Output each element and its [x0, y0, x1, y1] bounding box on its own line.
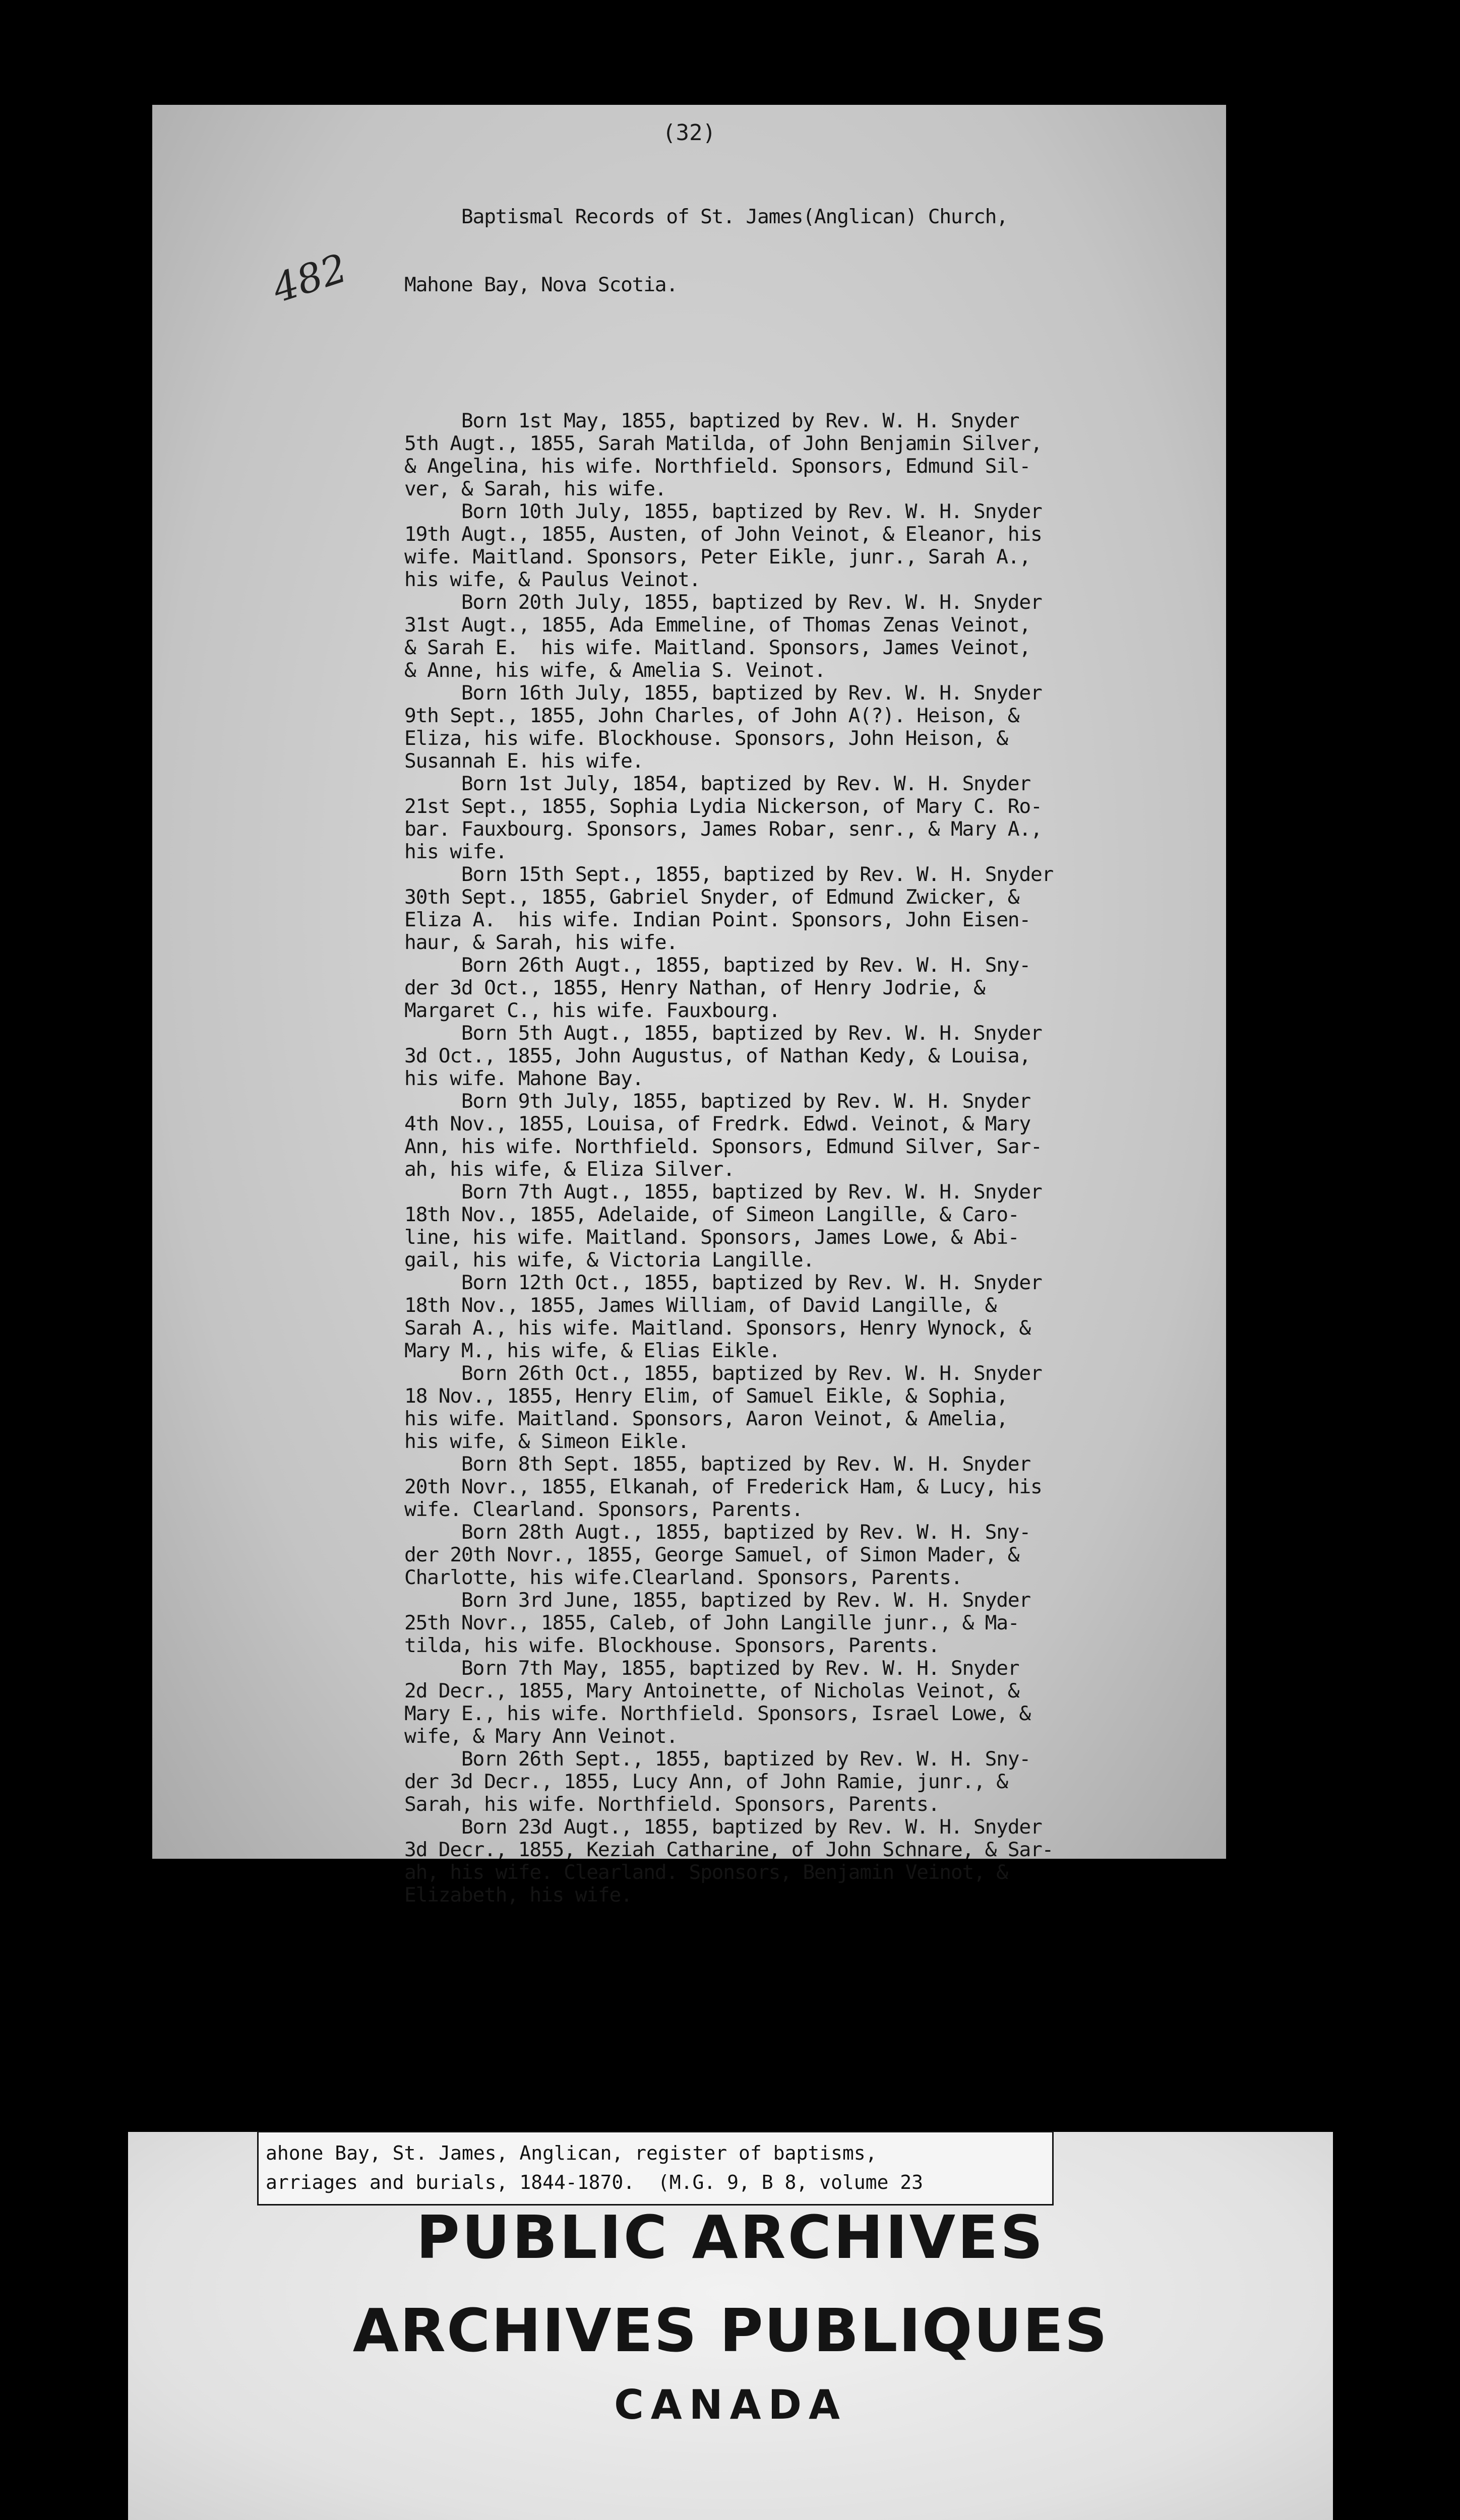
record-line: 3d Decr., 1855, Keziah Catharine, of John Schnare, & Sar- [404, 1838, 1054, 1861]
record-line: & Sarah E. his wife. Maitland. Sponsors, James Veinot, [404, 636, 1030, 659]
record-line: 4th Nov., 1855, Louisa, of Fredrk. Edwd. Veinot, & Mary [404, 1112, 1030, 1136]
record-line: haur, & Sarah, his wife. [404, 931, 678, 954]
record-line: der 20th Novr., 1855, George Samuel, of Simon Mader, & [404, 1543, 1019, 1566]
record-line: 9th Sept., 1855, John Charles, of John A(?). Heison, & [404, 704, 1019, 727]
record-line: Mary E., his wife. Northfield. Sponsors, Israel Lowe, & [404, 1702, 1030, 1725]
record-line: der 3d Decr., 1855, Lucy Ann, of John Ramie, junr., & [404, 1770, 1008, 1793]
record-line: wife. Clearland. Sponsors, Parents. [404, 1498, 803, 1521]
record-line: Ann, his wife. Northfield. Sponsors, Edmund Silver, Sar- [404, 1135, 1042, 1158]
record-line: line, his wife. Maitland. Sponsors, James Lowe, & Abi- [404, 1226, 1019, 1249]
record-line: 3d Oct., 1855, John Augustus, of Nathan Kedy, & Louisa, [404, 1044, 1030, 1067]
record-line: Charlotte, his wife.Clearland. Sponsors, Parents. [404, 1566, 962, 1589]
record-line: Born 9th July, 1855, baptized by Rev. W. H. Snyder [404, 1090, 1030, 1113]
record-line: Born 20th July, 1855, baptized by Rev. W. H. Snyder [404, 591, 1042, 614]
record-line: 18 Nov., 1855, Henry Elim, of Samuel Eikle, & Sophia, [404, 1384, 1008, 1408]
record-line: 25th Novr., 1855, Caleb, of John Langille junr., & Ma- [404, 1611, 1019, 1634]
record-line: Born 1st May, 1855, baptized by Rev. W. H. Snyder [404, 409, 1019, 432]
record-line: Born 12th Oct., 1855, baptized by Rev. W. H. Snyder [404, 1271, 1042, 1294]
title-line: Mahone Bay, Nova Scotia. [404, 273, 678, 296]
record-line: his wife. Mahone Bay. [404, 1067, 644, 1090]
page-number: (32) [662, 120, 716, 146]
citation-slip [257, 2131, 1054, 2206]
record-line: 21st Sept., 1855, Sophia Lydia Nickerson, of Mary C. Ro- [404, 795, 1042, 818]
record-line: Born 10th July, 1855, baptized by Rev. W. H. Snyder [404, 500, 1042, 523]
baptism-records [404, 410, 1226, 1907]
record-line: 20th Novr., 1855, Elkanah, of Frederick Ham, & Lucy, his [404, 1475, 1042, 1498]
record-line: Eliza A. his wife. Indian Point. Sponsors, John Eisen- [404, 908, 1030, 931]
record-line: bar. Fauxbourg. Sponsors, James Robar, senr., & Mary A., [404, 817, 1042, 841]
record-line: wife, & Mary Ann Veinot. [404, 1725, 678, 1748]
record-line: tilda, his wife. Blockhouse. Sponsors, Parents. [404, 1634, 940, 1657]
record-line: Born 8th Sept. 1855, baptized by Rev. W. H. Snyder [404, 1453, 1030, 1476]
record-line: Mary M., his wife, & Elias Eikle. [404, 1339, 780, 1362]
record-line: & Angelina, his wife. Northfield. Sponsors, Edmund Sil- [404, 455, 1030, 478]
record-line: Elizabeth, his wife. [404, 1883, 632, 1907]
record-line: der 3d Oct., 1855, Henry Nathan, of Henry Jodrie, & [404, 976, 985, 999]
record-line: ah, his wife. Clearland. Sponsors, Benjamin Veinot, & [404, 1861, 1008, 1884]
record-line: Eliza, his wife. Blockhouse. Sponsors, John Heison, & [404, 727, 1008, 750]
record-line: 31st Augt., 1855, Ada Emmeline, of Thomas Zenas Veinot, [404, 613, 1030, 637]
record-line: his wife. [404, 840, 507, 863]
record-line: Born 1st July, 1854, baptized by Rev. W. H. Snyder [404, 772, 1030, 795]
citation-line: ahone Bay, St. James, Anglican, register of baptisms, [266, 2142, 877, 2164]
record-line: Born 26th Sept., 1855, baptized by Rev. W. H. Sny- [404, 1747, 1030, 1771]
record-line: & Anne, his wife, & Amelia S. Veinot. [404, 659, 826, 682]
record-line: Sarah, his wife. Northfield. Sponsors, Parents. [404, 1793, 940, 1816]
record-line: Born 26th Augt., 1855, baptized by Rev. W. H. Sny- [404, 954, 1030, 977]
record-line: Born 5th Augt., 1855, baptized by Rev. W. H. Snyder [404, 1022, 1042, 1045]
record-line: his wife, & Paulus Veinot. [404, 568, 701, 591]
record-line: Born 16th July, 1855, baptized by Rev. W. H. Snyder [404, 681, 1042, 705]
record-line: 30th Sept., 1855, Gabriel Snyder, of Edmund Zwicker, & [404, 886, 1019, 909]
record-line: Born 23d Augt., 1855, baptized by Rev. W. H. Snyder [404, 1815, 1042, 1839]
record-line: Born 3rd June, 1855, baptized by Rev. W. H. Snyder [404, 1589, 1030, 1612]
record-line: gail, his wife, & Victoria Langille. [404, 1248, 814, 1272]
document-page [152, 105, 1226, 1907]
typed-text-block [404, 160, 1226, 1952]
record-line: Born 26th Oct., 1855, baptized by Rev. W. H. Snyder [404, 1362, 1042, 1385]
archive-heading-english: PUBLIC ARCHIVES [416, 2202, 1045, 2272]
archive-country: CANADA [614, 2381, 847, 2428]
record-line: 5th Augt., 1855, Sarah Matilda, of John Benjamin Silver, [404, 432, 1042, 455]
title-line: Baptismal Records of St. James(Anglican) Church, [404, 205, 1008, 228]
record-line: 18th Nov., 1855, James William, of David Langille, & [404, 1294, 997, 1317]
record-line: Susannah E. his wife. [404, 749, 644, 773]
record-line: his wife. Maitland. Sponsors, Aaron Veinot, & Amelia, [404, 1407, 1008, 1430]
record-line: 2d Decr., 1855, Mary Antoinette, of Nicholas Veinot, & [404, 1679, 1019, 1703]
record-line: his wife, & Simeon Eikle. [404, 1430, 689, 1453]
handwritten-margin-note: 482 [267, 245, 353, 312]
record-line: Sarah A., his wife. Maitland. Sponsors, Henry Wynock, & [404, 1316, 1030, 1340]
record-line: wife. Maitland. Sponsors, Peter Eikle, junr., Sarah A., [404, 545, 1030, 569]
record-line: ah, his wife, & Eliza Silver. [404, 1158, 735, 1181]
paragraph-gap [404, 342, 1226, 364]
record-line: Born 7th May, 1855, baptized by Rev. W. H. Snyder [404, 1657, 1019, 1680]
record-line: ver, & Sarah, his wife. [404, 477, 666, 500]
record-line: 19th Augt., 1855, Austen, of John Veinot, & Eleanor, his [404, 523, 1042, 546]
citation-line: arriages and burials, 1844-1870. (M.G. 9, B 8, volume 23 [266, 2171, 924, 2193]
record-line: Born 28th Augt., 1855, baptized by Rev. W. H. Sny- [404, 1521, 1030, 1544]
record-line: 18th Nov., 1855, Adelaide, of Simeon Langille, & Caro- [404, 1203, 1019, 1226]
record-line: Margaret C., his wife. Fauxbourg. [404, 999, 780, 1022]
archive-heading-french: ARCHIVES PUBLIQUES [352, 2296, 1109, 2365]
record-line: Born 15th Sept., 1855, baptized by Rev. W. H. Snyder [404, 863, 1054, 886]
record-line: Born 7th Augt., 1855, baptized by Rev. W. H. Snyder [404, 1180, 1042, 1204]
